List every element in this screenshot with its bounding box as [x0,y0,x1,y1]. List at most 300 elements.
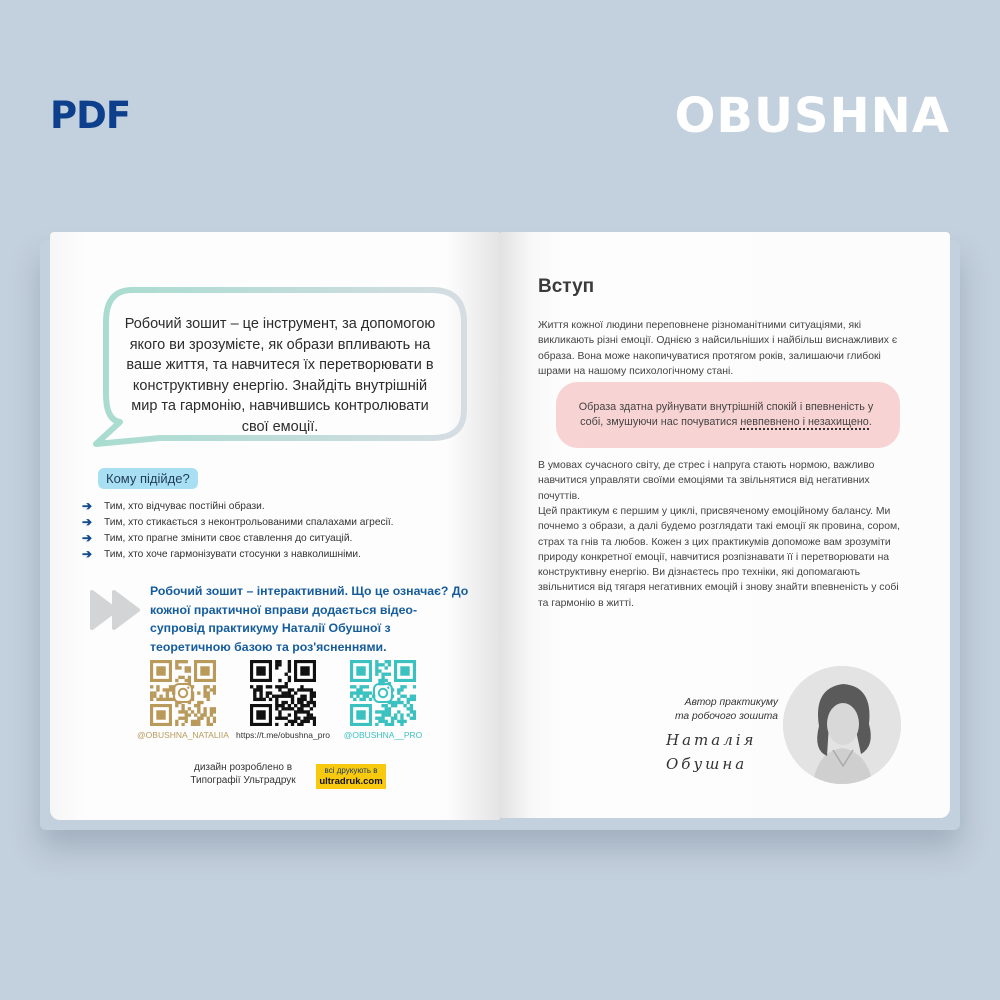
qr-module [303,688,306,691]
list-item [82,514,394,530]
qr-module [353,685,356,688]
qr-module [407,701,410,704]
design-credit: дизайн розроблено в Типографії Ультрадрук [190,762,296,786]
qr-module [263,698,266,701]
qr-module [203,695,206,698]
qr-module [269,685,272,688]
qr-module [300,685,303,688]
qr-module [300,698,303,701]
qr-module [359,685,362,688]
qr-module [275,685,278,688]
qr-module [297,707,300,710]
qr-module [403,720,406,723]
qr-module [197,710,200,713]
qr-module [200,717,203,720]
qr-module [359,698,362,701]
qr-module [150,691,153,694]
author-photo [783,666,901,784]
qr-module [281,691,284,694]
qr-module [307,720,310,723]
qr-module [291,698,294,701]
qr-module [400,717,403,720]
qr-module [285,673,288,676]
qr-module [197,701,200,704]
qr-code-instagram-pro[interactable] [350,660,416,726]
qr-module [150,695,153,698]
qr-module [307,710,310,713]
qr-module [297,710,300,713]
qr-module [194,713,197,716]
qr-module [272,695,275,698]
qr-module [313,720,316,723]
qr-module [181,707,184,710]
qr-module [294,704,297,707]
qr-module [307,713,310,716]
qr-module [366,685,369,688]
qr-module [313,701,316,704]
paragraph-2: В умовах сучасного світу, де стрес і напруга стають нормою, важливо навчитися управляти своїми емоціями та звільнятися від негативних почуттів. [538,460,875,502]
qr-module [153,691,156,694]
who-list [82,498,394,562]
qr-module [410,698,413,701]
qr-module [194,723,197,726]
qr-module [281,717,284,720]
qr-module [313,723,316,726]
qr-module [188,707,191,710]
qr-module [288,666,291,669]
qr-module [407,713,410,716]
qr-module [375,710,378,713]
qr-module [159,698,162,701]
qr-module [191,720,194,723]
qr-module [169,685,172,688]
printer-badge-tagline: всі друкують в [324,766,378,775]
qr-module [400,713,403,716]
qr-module [213,691,216,694]
qr-module [388,660,391,663]
qr-module [413,713,416,716]
qr-module [294,720,297,723]
qr-module [397,691,400,694]
qr-module [303,717,306,720]
qr-module [397,698,400,701]
fast-forward-icon [88,588,144,632]
qr-module [394,704,397,707]
qr-module [278,679,281,682]
qr-module [310,695,313,698]
qr-module [388,723,391,726]
qr-module [266,685,269,688]
qr-module [275,723,278,726]
qr-module [253,695,256,698]
qr-module [203,688,206,691]
qr-module [181,676,184,679]
qr-module [291,695,294,698]
qr-module [188,676,191,679]
qr-module [166,691,169,694]
qr-module [185,720,188,723]
author-avatar [783,666,901,784]
instagram-icon [174,684,192,702]
qr-module [207,723,210,726]
qr-module [369,698,372,701]
qr-module [181,710,184,713]
qr-module [275,663,278,666]
highlight-emphasis: невпевнено і незахищено [740,416,869,428]
qr-module [163,698,166,701]
qr-module [303,695,306,698]
qr-module [385,666,388,669]
qr-module [303,710,306,713]
qr-module [310,698,313,701]
highlight-end: . [868,416,872,428]
qr-module [185,679,188,682]
qr-module [288,676,291,679]
qr-module [410,695,413,698]
qr-module [207,685,210,688]
qr-module [178,666,181,669]
qr-module [281,707,284,710]
qr-module [288,704,291,707]
qr-module [385,713,388,716]
qr-module [300,720,303,723]
qr-module [291,720,294,723]
qr-module [303,720,306,723]
qr-module [163,688,166,691]
qr-module [203,685,206,688]
qr-module [213,707,216,710]
qr-module [381,663,384,666]
qr-finder [356,710,365,719]
qr-module [313,717,316,720]
qr-module [288,707,291,710]
qr-module [150,685,153,688]
qr-module [307,701,310,704]
qr-module [156,685,159,688]
bubble-text: Робочий зошит – це інструмент, за допомогою якого ви зрозумієте, як образи впливають на ваше життя, та навчитеся їх перетворювати в конструктивну енергію. Знайдіть внутрішній мир та гармонію, навчившись контролювати свої емоції. [124,316,436,435]
qr-module [275,701,278,704]
qr-module [259,698,262,701]
qr-module [313,695,316,698]
qr-module [359,688,362,691]
qr-caption: https://t.me/obushna_pro [235,730,331,740]
qr-module [385,710,388,713]
qr-module [391,701,394,704]
qr-module [200,701,203,704]
qr-module [353,698,356,701]
qr-module [191,723,194,726]
arrow-right-icon: ➔ [82,547,93,561]
qr-module [288,660,291,663]
qr-module [397,688,400,691]
qr-module [181,723,184,726]
qr-module [310,688,313,691]
paragraph-3: Цей практикум є першим у циклі, присвяченому емоційному балансу. Ми почнемо з образи, а далі будемо розглядати такі емоції як провина, сором, страх та гнів та любов. Кожен з цих практикумів допоможе вам зрозуміти природу конкретної емоції, навчитися розпізнавати її і перетворювати на конструктивну енергію. Ви дізнаєтесь про техніки, які допомагають звільнитися від тягаря негативних емоцій і знову знайти впевненість у собі та гармонію в житті. [538,506,901,609]
qr-module [166,688,169,691]
qr-module [253,698,256,701]
qr-module [175,679,178,682]
qr-module [413,717,416,720]
qr-module [178,717,181,720]
qr-module [410,704,413,707]
qr-module [356,688,359,691]
qr-module [363,695,366,698]
qr-module [407,707,410,710]
qr-module [413,698,416,701]
qr-module [363,691,366,694]
qr-module [207,717,210,720]
qr-module [378,717,381,720]
qr-module [403,704,406,707]
qr-module [385,660,388,663]
qr-module [391,704,394,707]
qr-module [378,679,381,682]
qr-module [285,685,288,688]
qr-module [285,707,288,710]
highlight-quote [570,400,882,430]
qr-module [181,660,184,663]
highlight-main: Образа здатна руйнувати внутрішній спокій і впевненість у собі, змушуючи нас почуватися [578,401,874,428]
qr-module [281,695,284,698]
pdf-format-label: PDF [50,94,131,137]
qr-module [313,691,316,694]
qr-module [394,717,397,720]
qr-finder [256,710,265,719]
qr-module [275,660,278,663]
qr-module [256,698,259,701]
author-caption-line2: та робочого зошита [674,711,778,722]
qr-module [256,685,259,688]
qr-module [185,666,188,669]
qr-module [413,710,416,713]
qr-module [197,691,200,694]
qr-module [269,691,272,694]
qr-module [288,713,291,716]
qr-module [294,710,297,713]
who-title: Кому підійде? [98,468,198,489]
qr-module [366,695,369,698]
qr-module [310,717,313,720]
qr-module [285,701,288,704]
qr-finder [156,710,165,719]
qr-module [291,723,294,726]
qr-module [175,663,178,666]
section-title: Вступ [538,276,595,297]
qr-module [300,723,303,726]
qr-module [278,704,281,707]
qr-module [278,695,281,698]
list-item-text: Тим, хто хоче гармонізувати стосунки з навколишніми. [104,548,361,560]
qr-module [253,688,256,691]
qr-module [210,713,213,716]
qr-module [259,688,262,691]
qr-module [213,710,216,713]
arrow-right-icon: ➔ [82,531,93,545]
qr-module [169,698,172,701]
qr-module [213,688,216,691]
printer-badge[interactable] [316,764,386,789]
qr-module [185,710,188,713]
qr-module [363,685,366,688]
qr-module [400,723,403,726]
qr-module [156,698,159,701]
qr-module [159,695,162,698]
qr-module [381,710,384,713]
qr-module [350,695,353,698]
qr-finder [400,666,409,675]
qr-module [188,679,191,682]
qr-module [297,723,300,726]
qr-module [178,676,181,679]
qr-module [385,720,388,723]
qr-module [375,723,378,726]
qr-module [197,707,200,710]
qr-module [203,713,206,716]
qr-module [385,707,388,710]
qr-module [207,720,210,723]
qr-module [166,698,169,701]
printer-badge-site[interactable]: ultradruk.com [319,776,383,787]
qr-module [410,710,413,713]
qr-module [375,717,378,720]
qr-module [397,710,400,713]
qr-module [210,710,213,713]
qr-module [278,713,281,716]
qr-code-instagram-nataliia[interactable] [150,660,216,726]
list-item [82,498,394,514]
qr-module [203,691,206,694]
qr-module [281,704,284,707]
qr-module [381,720,384,723]
qr-module [359,691,362,694]
qr-module [381,679,384,682]
qr-module [375,663,378,666]
qr-module [303,704,306,707]
qr-module [294,691,297,694]
qr-module [410,717,413,720]
qr-module [197,723,200,726]
qr-module [300,704,303,707]
qr-module [410,707,413,710]
qr-module [210,707,213,710]
qr-module [413,695,416,698]
qr-module [188,666,191,669]
qr-finder [300,666,309,675]
qr-module [413,685,416,688]
qr-module [300,707,303,710]
qr-module [307,688,310,691]
qr-module [250,685,253,688]
qr-module [310,691,313,694]
qr-module [385,704,388,707]
qr-module [310,707,313,710]
qr-module [381,676,384,679]
qr-module [313,704,316,707]
qr-module [378,663,381,666]
qr-module [375,666,378,669]
qr-module [400,688,403,691]
interactive-description: Робочий зошит – інтерактивний. Що це означає? До кожної практичної вправи додається відео-супровід практикуму Наталії Обушної з теоретичною базою та роз'ясненнями. [150,584,469,654]
list-item-text: Тим, хто прагне змінити своє ставлення до ситуацій. [104,532,353,544]
author-signature: Наталія Обушна [666,731,757,773]
qr-finder [356,666,365,675]
qr-module [166,695,169,698]
qr-module [378,720,381,723]
qr-module [300,688,303,691]
qr-module [388,663,391,666]
qr-module [275,695,278,698]
qr-module [188,713,191,716]
qr-module [300,695,303,698]
qr-module [356,691,359,694]
author-caption [650,696,778,724]
qr-module [185,669,188,672]
list-item-text: Тим, хто відчуває постійні образи. [104,500,265,512]
list-item [82,530,394,546]
qr-module [278,685,281,688]
qr-module [303,698,306,701]
qr-module [178,660,181,663]
qr-module [378,710,381,713]
qr-module [194,720,197,723]
qr-module [281,701,284,704]
qr-module [310,713,313,716]
qr-module [297,717,300,720]
qr-module [294,717,297,720]
qr-module [213,717,216,720]
arrow-right-icon: ➔ [82,499,93,513]
qr-module [181,704,184,707]
qr-module [375,669,378,672]
list-item-text: Тим, хто стикається з неконтрольованими спалахами агресії. [104,516,394,528]
qr-module [275,704,278,707]
qr-module [385,679,388,682]
qr-module [400,695,403,698]
qr-module [391,720,394,723]
qr-module [291,707,294,710]
qr-module [388,713,391,716]
qr-module [213,720,216,723]
qr-module [378,669,381,672]
qr-module [175,660,178,663]
qr-module [285,717,288,720]
qr-module [191,710,194,713]
qr-module [297,701,300,704]
qr-module [375,673,378,676]
intro-paragraph: Життя кожної людини переповнене різноманітними ситуаціями, які викликають різні емоції. Однією з найсильніших і найбільш виснажливих є образа. Вона може накопичуватися протягом років, залишаючи глибокі шрами на нашому психологічному стані. [538,320,898,377]
qr-caption: @OBUSHNA_NATALIIA [137,730,229,740]
qr-module [385,723,388,726]
qr-module [181,717,184,720]
qr-module [197,704,200,707]
qr-module [353,691,356,694]
left-page [50,232,500,820]
qr-module [403,695,406,698]
qr-module [381,713,384,716]
qr-module [200,713,203,716]
qr-module [197,720,200,723]
qr-code-telegram[interactable] [250,660,316,726]
qr-module [288,688,291,691]
qr-module [259,685,262,688]
qr-finder [200,666,209,675]
qr-module [285,691,288,694]
qr-module [150,698,153,701]
qr-module [197,717,200,720]
qr-module [363,698,366,701]
qr-module [259,691,262,694]
qr-module [366,691,369,694]
